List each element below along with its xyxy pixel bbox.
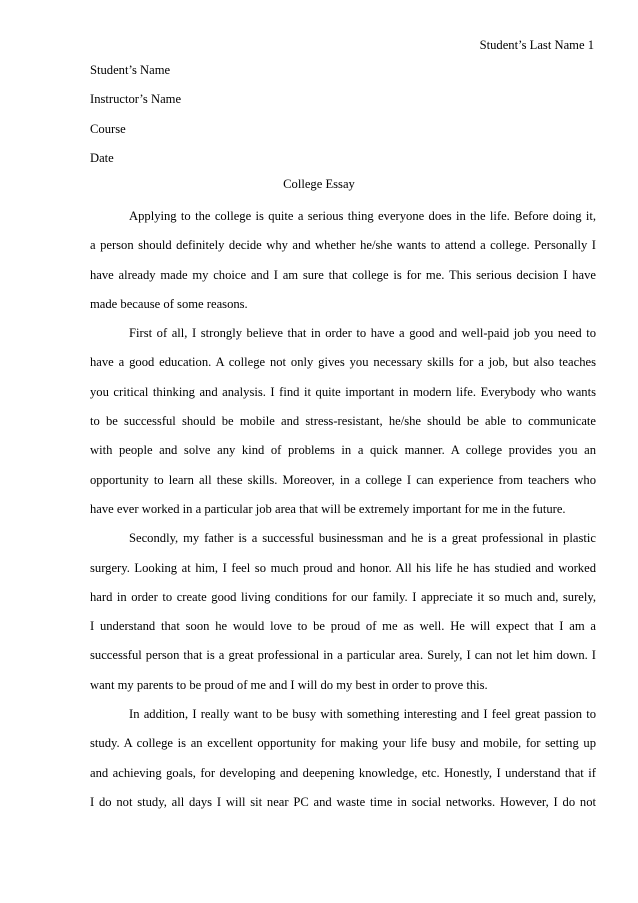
text-line: surgery. Looking at him, I feel so much proud and honor. All his life he has studied and worked: [90, 560, 596, 575]
text-line: hard in order to create good living conditions for our family. I appreciate it so much and, surely,: [90, 589, 596, 604]
instructor-name: Instructor’s Name: [90, 92, 182, 107]
text-line: First of all, I strongly believe that in order to have a good and well-paid job you need to: [129, 326, 596, 341]
text-line: to be successful should be mobile and stress-resistant, he/she should be able to communicate: [90, 414, 596, 429]
essay-title: College Essay: [283, 177, 355, 191]
date: Date: [90, 150, 114, 165]
text-line: with people and solve any kind of problems in a quick manner. A college provides you an: [90, 443, 596, 458]
text-line: successful person that is a great professional in a particular area. Surely, I can not let him down. I: [90, 648, 596, 663]
student-name: Student’s Name: [90, 63, 171, 77]
running-header: Student’s Last Name 1: [479, 38, 594, 52]
text-line: a person should definitely decide why and whether he/she wants to attend a college. Personally I: [90, 238, 596, 253]
text-line: Applying to the college is quite a serious thing everyone does in the life. Before doing it,: [129, 209, 596, 223]
text-line: have a good education. A college not only gives you necessary skills for a job, but also teaches: [90, 355, 596, 370]
text-line: have ever worked in a particular job area that will be extremely important for me in the future.: [90, 501, 566, 516]
text-line: study. A college is an excellent opportunity for making your life busy and mobile, for setting up: [90, 736, 596, 751]
text-line: opportunity to learn all these skills. Moreover, in a college I can experience from teachers who: [90, 472, 596, 487]
text-line: you critical thinking and analysis. I find it quite important in modern life. Everybody who wants: [90, 384, 596, 399]
text-line: I understand that soon he would love to be proud of me as well. He will expect that I am a: [90, 619, 596, 634]
text-line: have already made my choice and I am sure that college is for me. This serious decision I have: [90, 267, 596, 282]
text-line: want my parents to be proud of me and I will do my best in order to prove this.: [90, 677, 488, 692]
text-line: made because of some reasons.: [90, 296, 248, 311]
course: Course: [90, 121, 126, 136]
text-line: I do not study, all days I will sit near PC and waste time in social networks. However, I do not: [90, 794, 596, 809]
text-line: In addition, I really want to be busy with something interesting and I feel great passion to: [129, 707, 596, 722]
text-line: and achieving goals, for developing and deepening knowledge, etc. Honestly, I understand that if: [90, 765, 596, 780]
text-line: Secondly, my father is a successful businessman and he is a great professional in plastic: [129, 531, 596, 546]
heading-block: [90, 60, 610, 177]
essay-body: [90, 206, 596, 821]
